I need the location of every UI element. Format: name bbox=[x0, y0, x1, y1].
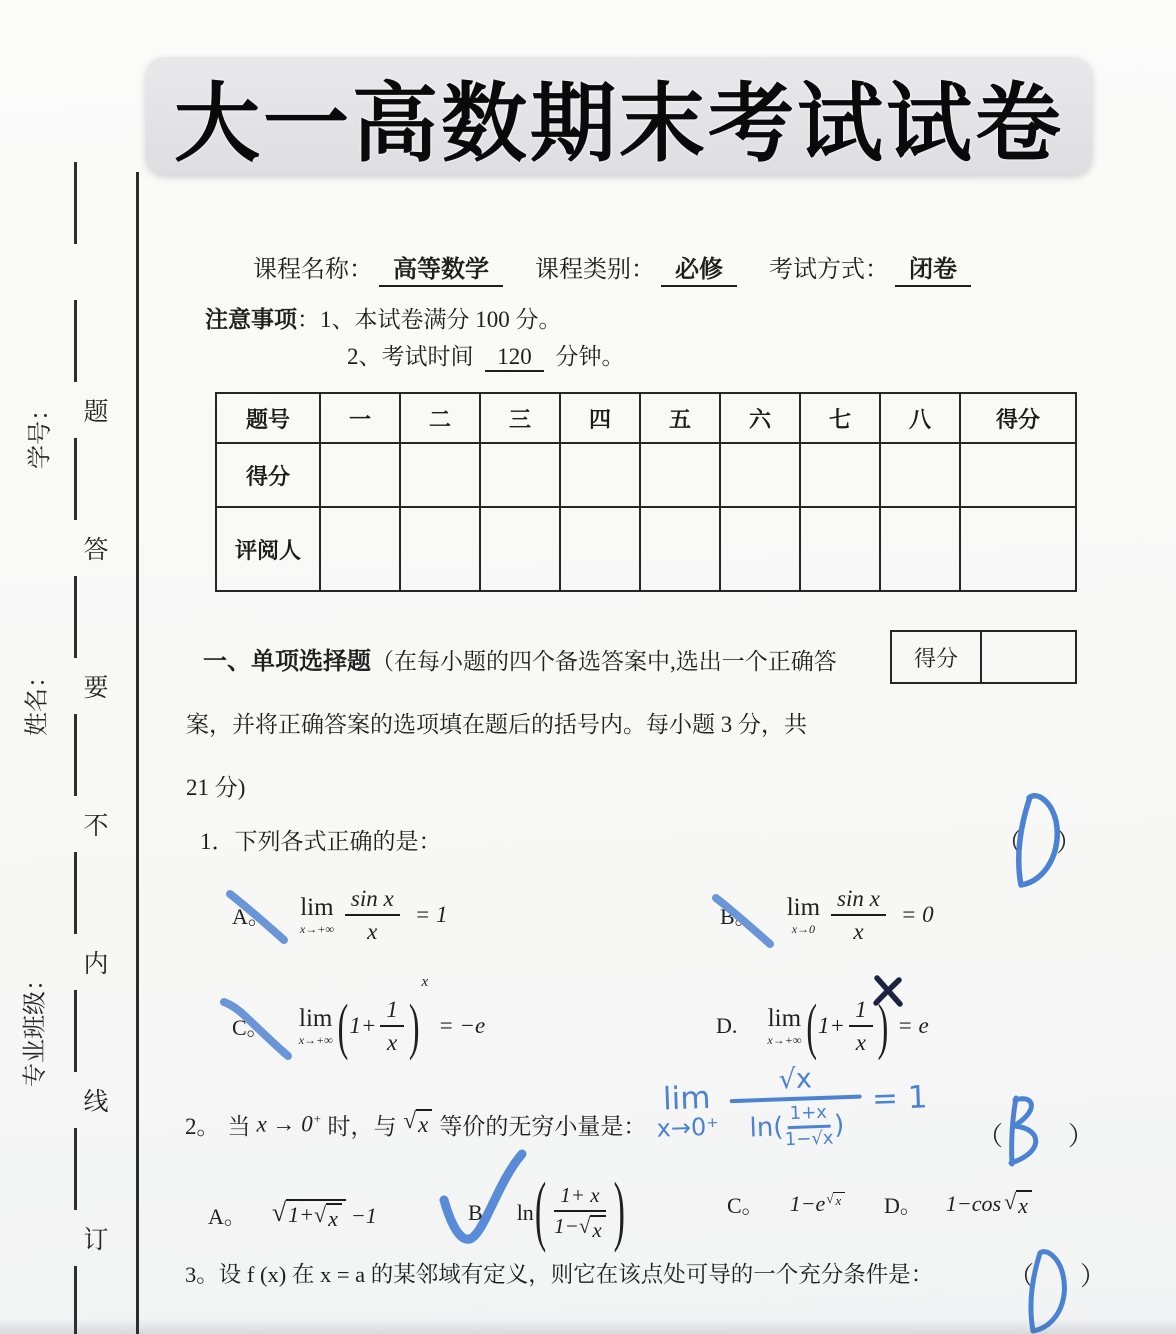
hw-close-paren: ) bbox=[833, 1110, 845, 1141]
section-1-title: 一、单项选择题 bbox=[203, 649, 371, 675]
q2-stem-text-1: 当 bbox=[227, 1113, 251, 1139]
table-header-cell: 得分 bbox=[960, 393, 1076, 443]
q1-option-d-result: = e bbox=[897, 1013, 929, 1038]
margin-border-line bbox=[136, 172, 139, 1334]
q1-option-c-label: C。 bbox=[232, 1014, 269, 1040]
expr-pre: 1+ bbox=[818, 1013, 846, 1038]
section-score-box bbox=[890, 630, 1077, 684]
lim-subscript: x→0 bbox=[791, 922, 816, 936]
expr-pre: 1+ bbox=[349, 1013, 377, 1038]
q3-stem: 3。设 f (x) 在 x = a 的某邻域有定义，则它在该点处可导的一个充分条件是： bbox=[185, 1262, 934, 1287]
fraction: $\frac{1}{x}$ bbox=[380, 997, 404, 1056]
table-header-row bbox=[216, 393, 1076, 443]
fraction: 1+ x 1− √ x bbox=[554, 1184, 606, 1242]
reviewer-cell bbox=[640, 507, 720, 591]
close-paren: ) bbox=[613, 1169, 625, 1255]
close-paren: ) bbox=[408, 989, 420, 1061]
score-cell bbox=[720, 443, 800, 507]
table-header-cell: 六 bbox=[720, 393, 800, 443]
table-header-cell: 八 bbox=[880, 393, 960, 443]
exam-mode-label: 考试方式： bbox=[769, 257, 889, 283]
reviewer-cell bbox=[400, 507, 480, 591]
note-item-1: ：1、本试卷满分 100 分。 bbox=[297, 307, 562, 332]
reviewer-cell bbox=[800, 507, 880, 591]
reviewer-row-label: 评阅人 bbox=[216, 507, 320, 591]
score-cell bbox=[640, 443, 720, 507]
note-item-2-prefix: 2、考试时间 bbox=[347, 344, 474, 369]
strike-mark-c bbox=[216, 992, 296, 1062]
course-info-row bbox=[253, 249, 977, 287]
name-label: 姓名： bbox=[24, 664, 51, 736]
score-cell bbox=[560, 443, 640, 507]
lim-operator: lim bbox=[786, 894, 821, 921]
hw-lim-operator: lim bbox=[662, 1079, 712, 1118]
fraction: $\frac{\text{sin x}}{x}$ bbox=[345, 886, 400, 945]
score-cell bbox=[960, 443, 1076, 507]
q1-option-b-result: = 0 bbox=[900, 902, 934, 927]
strike-mark-b bbox=[708, 892, 778, 950]
q2-limit-expression: x → 0+ bbox=[256, 1110, 322, 1137]
q2-option-a-tail: −1 bbox=[350, 1202, 377, 1228]
open-paren: ( bbox=[806, 989, 818, 1061]
open-paren: ( bbox=[534, 1169, 547, 1255]
q2-option-c-label: C。 bbox=[727, 1192, 764, 1218]
q2-stem bbox=[185, 1104, 646, 1144]
binding-char: 不 bbox=[83, 813, 109, 840]
q1-option-c-result: = −e bbox=[438, 1013, 486, 1038]
course-type-value: 必修 bbox=[661, 249, 737, 287]
binding-char: 要 bbox=[83, 675, 109, 702]
q1-answer-bracket-close: ） bbox=[1056, 828, 1083, 857]
table-header-cell: 题号 bbox=[216, 393, 320, 443]
score-table bbox=[215, 392, 1077, 592]
table-header-cell: 二 bbox=[400, 393, 480, 443]
q2-option-c-base: 1−e bbox=[789, 1191, 826, 1216]
notes-line-1 bbox=[205, 301, 562, 334]
fraction: $\frac{\text{sin x}}{x}$ bbox=[831, 886, 886, 945]
q2-answer-bracket-close: ） bbox=[1068, 1122, 1095, 1151]
reviewer-row bbox=[216, 507, 1076, 591]
q2-option-b-label: B bbox=[468, 1200, 483, 1225]
q1-stem: 1．下列各式正确的是： bbox=[200, 829, 442, 854]
sqrt-x: √ x bbox=[404, 1109, 433, 1138]
handwritten-working bbox=[655, 1061, 930, 1155]
hw-inner-fraction: 1+x 1−√x bbox=[784, 1101, 834, 1150]
handwritten-answer-b-mark bbox=[1000, 1092, 1050, 1172]
section-1-heading bbox=[203, 641, 837, 676]
exam-duration-value: 120 bbox=[485, 344, 544, 372]
table-header-cell: 七 bbox=[800, 393, 880, 443]
q2-option-c bbox=[727, 1182, 845, 1226]
score-cell bbox=[320, 443, 400, 507]
q1-option-b-label: B。 bbox=[720, 903, 757, 929]
lim-subscript: x→+∞ bbox=[298, 1033, 333, 1047]
lim-operator: lim bbox=[300, 894, 334, 921]
fraction: $\frac{1}{x}$ bbox=[849, 997, 873, 1056]
q2-option-a bbox=[208, 1168, 377, 1263]
class-label: 专业班级： bbox=[22, 967, 49, 1087]
q2-answer-bracket-open: （ bbox=[977, 1122, 1004, 1151]
lim-subscript: x→+∞ bbox=[299, 922, 334, 936]
hw-fraction: √x ln( 1+x 1−√x ) bbox=[729, 1064, 864, 1153]
score-cell bbox=[800, 443, 880, 507]
ln-operator: ln bbox=[516, 1200, 534, 1225]
exponent: x bbox=[421, 974, 429, 990]
course-name-label: 课程名称： bbox=[253, 257, 373, 283]
q2-stem-text-2: 时，与 bbox=[327, 1113, 397, 1139]
hw-equals-one: = 1 bbox=[871, 1079, 929, 1118]
q1-option-d-label: D. bbox=[716, 1013, 738, 1038]
table-header-cell: 四 bbox=[560, 393, 640, 443]
hw-ln: ln( bbox=[749, 1112, 784, 1144]
score-box-label: 得分 bbox=[892, 632, 982, 682]
reviewer-cell bbox=[560, 507, 640, 591]
exam-title: 大一高数期末考试试卷 bbox=[146, 57, 1092, 174]
lim-operator: lim bbox=[767, 1005, 802, 1032]
q2-option-d bbox=[884, 1182, 1032, 1226]
section-1-instructions-3: 21 分) bbox=[186, 775, 246, 800]
reviewer-cell bbox=[960, 507, 1076, 591]
q2-option-a-label: A。 bbox=[208, 1204, 246, 1229]
sqrt-x: √ x bbox=[1004, 1190, 1032, 1218]
strike-mark-a bbox=[222, 888, 292, 946]
section-1-instructions-2: 案，并将正确答案的选项填在题后的括号内。每小题 3 分，共 bbox=[186, 712, 807, 737]
q1-option-a-label: A。 bbox=[232, 903, 270, 929]
scan-bottom-shadow bbox=[0, 1318, 1176, 1334]
q2-option-d-label: D。 bbox=[884, 1192, 922, 1218]
course-name-value: 高等数学 bbox=[379, 249, 503, 287]
score-cell bbox=[880, 443, 960, 507]
table-header-cell: 五 bbox=[640, 393, 720, 443]
score-cell bbox=[480, 443, 560, 507]
score-cell bbox=[400, 443, 480, 507]
binding-char: 题 bbox=[83, 399, 109, 426]
lim-operator: lim bbox=[299, 1005, 333, 1032]
score-row-label: 得分 bbox=[216, 443, 320, 507]
nested-sqrt-expression: √ 1+ √ x bbox=[272, 1199, 346, 1231]
q3-answer-bracket-close: ） bbox=[1080, 1262, 1107, 1291]
course-type-label: 课程类别： bbox=[535, 257, 655, 283]
binding-char: 内 bbox=[83, 951, 109, 978]
reviewer-cell bbox=[880, 507, 960, 591]
section-1-instructions-1: （在每小题的四个备选答案中,选出一个正确答 bbox=[371, 649, 837, 674]
notes-line-2 bbox=[347, 338, 625, 371]
sqrt-x-exponent: √ x bbox=[826, 1192, 845, 1209]
q3-answer-bracket-open: （ bbox=[1008, 1262, 1035, 1291]
reviewer-cell bbox=[480, 507, 560, 591]
reviewer-cell bbox=[720, 507, 800, 591]
binding-char: 答 bbox=[83, 537, 109, 564]
note-item-2-suffix: 分钟。 bbox=[555, 344, 625, 369]
exam-mode-value: 闭卷 bbox=[895, 249, 971, 287]
score-box-blank bbox=[982, 632, 1075, 682]
table-header-cell: 一 bbox=[320, 393, 400, 443]
student-id-label: 学号： bbox=[27, 397, 54, 469]
table-header-cell: 三 bbox=[480, 393, 560, 443]
handwritten-x-exponent-mark bbox=[872, 974, 904, 1008]
reviewer-cell bbox=[320, 507, 400, 591]
check-mark bbox=[432, 1146, 532, 1252]
close-paren: ) bbox=[877, 989, 889, 1061]
binding-char: 线 bbox=[83, 1089, 109, 1116]
binding-line bbox=[74, 162, 77, 1334]
q1-option-a-result: = 1 bbox=[414, 902, 448, 927]
open-paren: ( bbox=[337, 989, 349, 1061]
score-row bbox=[216, 443, 1076, 507]
binding-char: 订 bbox=[83, 1227, 109, 1254]
notes-label: 注意事项 bbox=[205, 307, 297, 332]
q1-answer-bracket-open: （ bbox=[996, 828, 1023, 857]
hw-lim-subscript: x→0⁺ bbox=[656, 1112, 720, 1143]
q2-number: 2。 bbox=[185, 1113, 220, 1139]
handwritten-answer-d-mark bbox=[1000, 789, 1070, 893]
q2-stem-text-3: 等价的无穷小量是： bbox=[439, 1113, 647, 1139]
q2-option-d-pre: 1−cos bbox=[945, 1191, 1002, 1216]
lim-subscript: x→+∞ bbox=[767, 1033, 802, 1047]
